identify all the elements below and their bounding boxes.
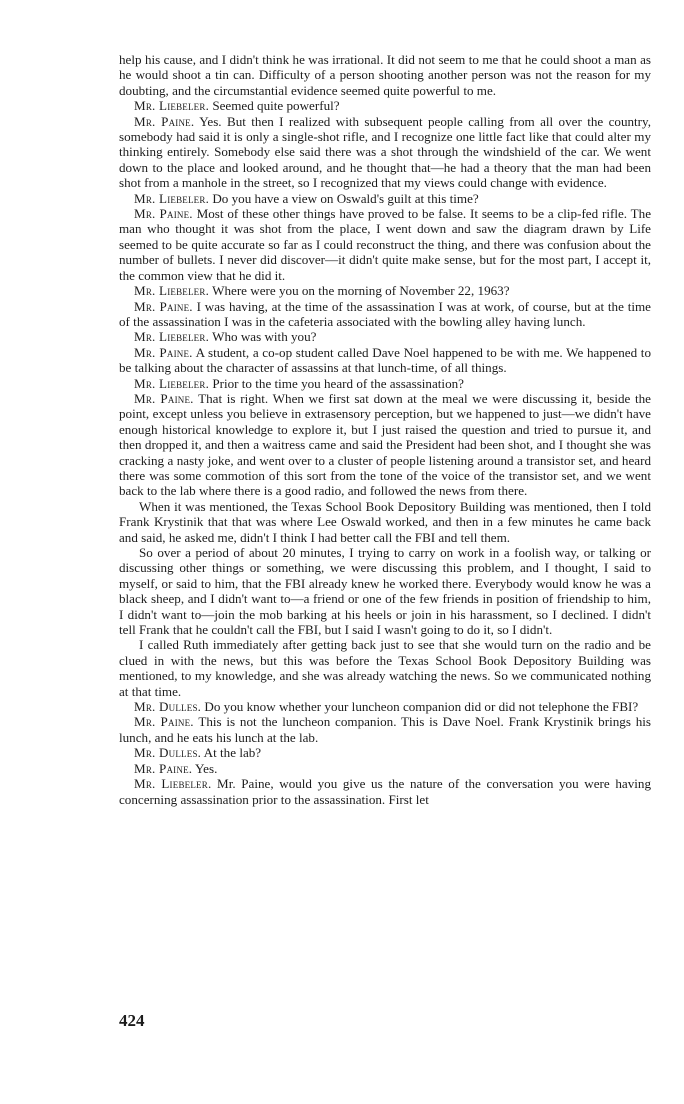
- paragraph-text: Do you have a view on Oswald's guilt at this time?: [209, 190, 479, 206]
- speaker-name: Mr. Paine.: [134, 113, 195, 129]
- paragraph-text: help his cause, and I didn't think he was irrational. It did not seem to me that he could shoot a man as he would shoot a tin can. Difficulty of a person shooting another person was not the reason for my doubting, and the circumstantial evidence seemed quite powerful to me.: [119, 52, 651, 98]
- paragraph-text: Yes. But then I realized with subsequent people calling from all over the country, somebody had said it is only a single-shot rifle, and I recognize one little fact like that could alter my thinking entirely. Somebody else said there was a shot through the windshield of the car. We went down to the place and looked around, and he thought that—he had a theory that the man had been shot from a manhole in the street, so I recognized that my views could change with evidence.: [119, 113, 651, 191]
- speaker-name: Mr. Liebeler.: [134, 776, 212, 792]
- paragraph-text: That is right. When we first sat down at the meal we were discussing it, beside the point, except unless you believe in extrasensory perception, but we happened to just—we didn't have enough historical knowledge to explore it, but I just raised the question and tried to pursue it, and then dropped it, and then a waitress came and said the President had been shot, and I thought she was cracking a nasty joke, and went over to a cluster of people listening around a transistor set, and heard there was some commotion of this sort from the tone of the voice of the transistor set, and we went back to the lab where there is a good radio, and followed the news from there.: [119, 390, 651, 499]
- paragraph-text: When it was mentioned, the Texas School Book Depository Building was mentioned, then I told Frank Krystinik that that was where Lee Oswald worked, and then in a few minutes he came back and said, he asked me, didn't I think I had better call the FBI and tell them.: [119, 498, 651, 545]
- testimony-paragraph: [119, 206, 651, 283]
- testimony-paragraph: [119, 714, 651, 745]
- testimony-paragraph: [119, 329, 651, 344]
- testimony-paragraph: [119, 98, 651, 113]
- speaker-name: Mr. Liebeler.: [134, 98, 210, 114]
- testimony-paragraph: [119, 637, 651, 699]
- paragraph-text: I called Ruth immediately after getting back just to see that she would turn on the radio and be clued in with the news, but this was before the Texas School Book Depository Building was mentioned, to my knowledge, and she was already watching the news. So we communicated nothing at that time.: [119, 637, 651, 699]
- paragraph-text: Where were you on the morning of November 22, 1963?: [209, 283, 510, 299]
- page-number: 424: [119, 1011, 145, 1030]
- speaker-name: Mr. Paine.: [134, 298, 193, 314]
- document-body: [119, 52, 651, 807]
- testimony-paragraph: [119, 299, 651, 330]
- speaker-name: Mr. Paine.: [134, 390, 194, 406]
- speaker-name: Mr. Dulles.: [134, 745, 202, 761]
- paragraph-text: Do you know whether your luncheon companion did or did not telephone the FBI?: [201, 699, 639, 715]
- testimony-paragraph: [119, 745, 651, 760]
- paragraph-text: At the lab?: [201, 745, 262, 761]
- speaker-name: Mr. Paine.: [134, 714, 194, 730]
- testimony-paragraph: [119, 699, 651, 714]
- paragraph-text: Mr. Paine, would you give us the nature of the conversation you were having concerning assassination prior to the assassination. First let: [119, 776, 651, 807]
- testimony-paragraph: [119, 191, 651, 206]
- paragraph-text: I was having, at the time of the assassination I was at work, of course, but at the time of the assassination I was in the cafeteria associated with the bowling alley having lunch.: [119, 298, 651, 329]
- paragraph-text: Seemed quite powerful?: [209, 98, 340, 114]
- testimony-paragraph: [119, 283, 651, 298]
- paragraph-text: Who was with you?: [209, 329, 317, 345]
- speaker-name: Mr. Liebeler.: [134, 190, 210, 206]
- paragraph-continued: [119, 52, 651, 98]
- testimony-paragraph: [119, 345, 651, 376]
- testimony-paragraph: [119, 499, 651, 545]
- speaker-name: Mr. Liebeler.: [134, 375, 210, 391]
- paragraph-text: So over a period of about 20 minutes, I trying to carry on work in a foolish way, or talking or discussing other things or something, we were discussing this problem, and I thought, I said to myself, or said to him, that the FBI already knew he worked there. Everybody would know he was a black sheep, and I didn't want to—a friend or one of the few friends in position of friendship to him, I didn't want to—join the mob barking at his heels or join in his harassment, so I declined. I didn't tell Frank that he couldn't call the FBI, but I said I wasn't going to do it, so I didn't.: [119, 545, 651, 638]
- speaker-name: Mr. Paine.: [134, 206, 193, 222]
- paragraph-text: Yes.: [192, 760, 218, 776]
- speaker-name: Mr. Paine.: [134, 760, 193, 776]
- speaker-name: Mr. Liebeler.: [134, 329, 210, 345]
- paragraph-text: A student, a co-op student called Dave Noel happened to be with me. We happened to be talking about the character of assassins at that lunch-time, of all things.: [119, 344, 651, 376]
- testimony-paragraph: [119, 545, 651, 637]
- testimony-paragraph: [119, 376, 651, 391]
- testimony-paragraph: [119, 391, 651, 499]
- paragraph-text: Prior to the time you heard of the assassination?: [209, 375, 464, 391]
- speaker-name: Mr. Dulles.: [134, 699, 202, 715]
- testimony-paragraph: [119, 114, 651, 191]
- paragraph-text: This is not the luncheon companion. This is Dave Noel. Frank Krystinik brings his lunch, and he eats his lunch at the lab.: [119, 714, 651, 745]
- speaker-name: Mr. Paine.: [134, 344, 193, 360]
- testimony-paragraph: [119, 776, 651, 807]
- testimony-paragraph: [119, 761, 651, 776]
- paragraph-text: Most of these other things have proved to be false. It seems to be a clip-fed rifle. The man who thought it was shot from the place, I went down and saw the diagram drawn by Life seemed to be quite accurate so far as I could reconstruct the thing, and there was confusion about the number of bullets. I never did discover—it didn't quite make sense, but for the most part, I accept it, the common view that he did it.: [119, 206, 651, 283]
- speaker-name: Mr. Liebeler.: [134, 283, 210, 299]
